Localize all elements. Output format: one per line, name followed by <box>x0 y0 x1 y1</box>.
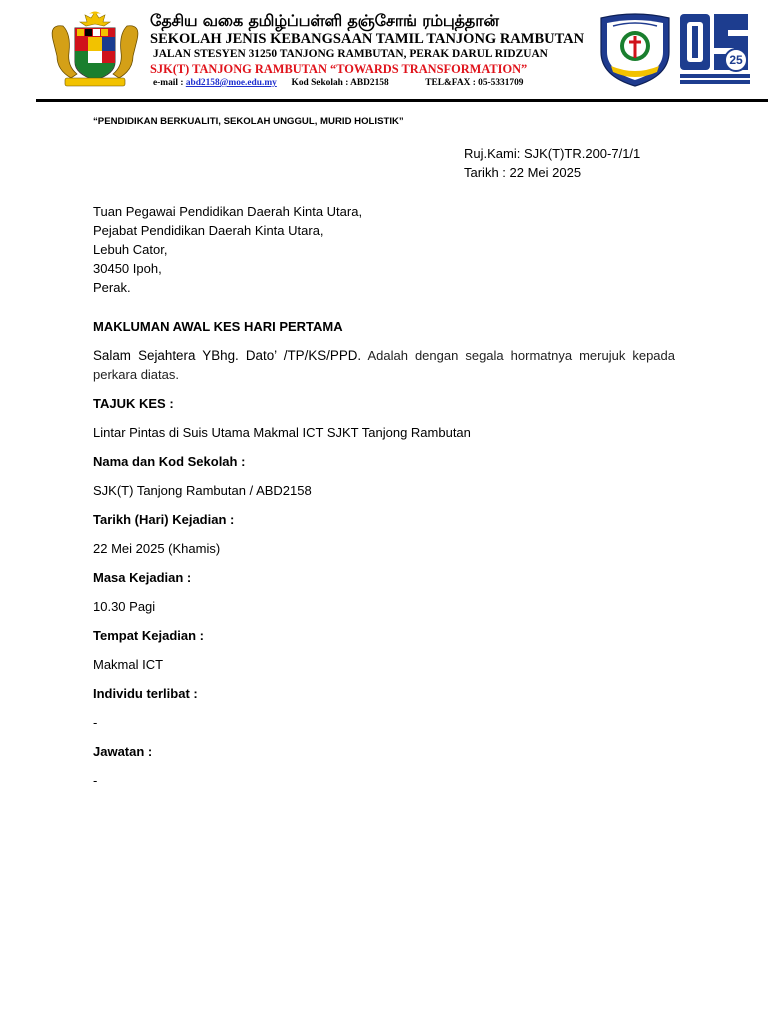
contact-line <box>153 78 523 88</box>
school-address: JALAN STESYEN 31250 TANJONG RAMBUTAN, PERAK DARUL RIDZUAN <box>153 48 548 60</box>
recipient-line: Pejabat Pendidikan Daerah Kinta Utara, <box>93 223 324 238</box>
field-label: Tarikh (Hari) Kejadian : <box>93 512 235 527</box>
field-value: - <box>93 773 98 788</box>
field-label: Tempat Kejadian : <box>93 628 205 643</box>
field-value: SJK(T) Tanjong Rambutan / ABD2158 <box>93 483 312 498</box>
national-crest-icon <box>47 10 143 90</box>
salutation-text: Adalah dengan segala hormatnya merujuk kepada perkara diatas. <box>93 348 675 382</box>
header-divider <box>36 99 768 102</box>
salutation-paragraph <box>93 346 675 384</box>
field-value: 10.30 Pagi <box>93 599 156 614</box>
school-slogan: SJK(T) TANJONG RAMBUTAN “TOWARDS TRANSFORMATION” <box>150 62 528 76</box>
reference-number: Ruj.Kami: SJK(T)TR.200-7/1/1 <box>464 146 641 161</box>
ts25-logo-icon <box>678 10 752 86</box>
field-value: Makmal ICT <box>93 657 164 672</box>
email-label: e-mail : <box>153 78 184 88</box>
phone-fax: TEL&FAX : 05-5331709 <box>425 78 524 88</box>
svg-text:25: 25 <box>729 53 743 67</box>
field-label: Individu terlibat : <box>93 686 198 701</box>
recipient-line: 30450 Ipoh, <box>93 261 162 276</box>
school-motto: “PENDIDIKAN BERKUALITI, SEKOLAH UNGGUL, MURID HOLISTIK” <box>93 116 404 127</box>
letterhead <box>0 0 768 106</box>
field-label: Jawatan : <box>93 744 153 759</box>
school-crest-icon <box>595 12 675 88</box>
email-link[interactable]: abd2158@moe.edu.my <box>185 78 277 88</box>
field-value: 22 Mei 2025 (Khamis) <box>93 541 221 556</box>
field-label: Masa Kejadian : <box>93 570 192 585</box>
field-value: - <box>93 715 98 730</box>
letter-subject: MAKLUMAN AWAL KES HARI PERTAMA <box>93 319 343 334</box>
school-code: Kod Sekolah : ABD2158 <box>291 78 389 88</box>
recipient-line: Tuan Pegawai Pendidikan Daerah Kinta Utara, <box>93 204 363 219</box>
recipient-line: Perak. <box>93 280 131 295</box>
field-label: Nama dan Kod Sekolah : <box>93 454 246 469</box>
field-label: TAJUK KES : <box>93 396 174 411</box>
recipient-line: Lebuh Cator, <box>93 242 168 257</box>
salutation-greeting: Salam Sejahtera YBhg. Dato’ /TP/KS/PPD. <box>93 348 362 363</box>
school-name-tamil: தேசிய வகை தமிழ்ப்பள்ளி தஞ்சோங் ரம்புத்தான் <box>150 11 499 30</box>
school-name: SEKOLAH JENIS KEBANGSAAN TAMIL TANJONG RAMBUTAN <box>150 31 585 47</box>
letter-date: Tarikh : 22 Mei 2025 <box>464 165 582 180</box>
field-value: Lintar Pintas di Suis Utama Makmal ICT SJKT Tanjong Rambutan <box>93 425 471 440</box>
